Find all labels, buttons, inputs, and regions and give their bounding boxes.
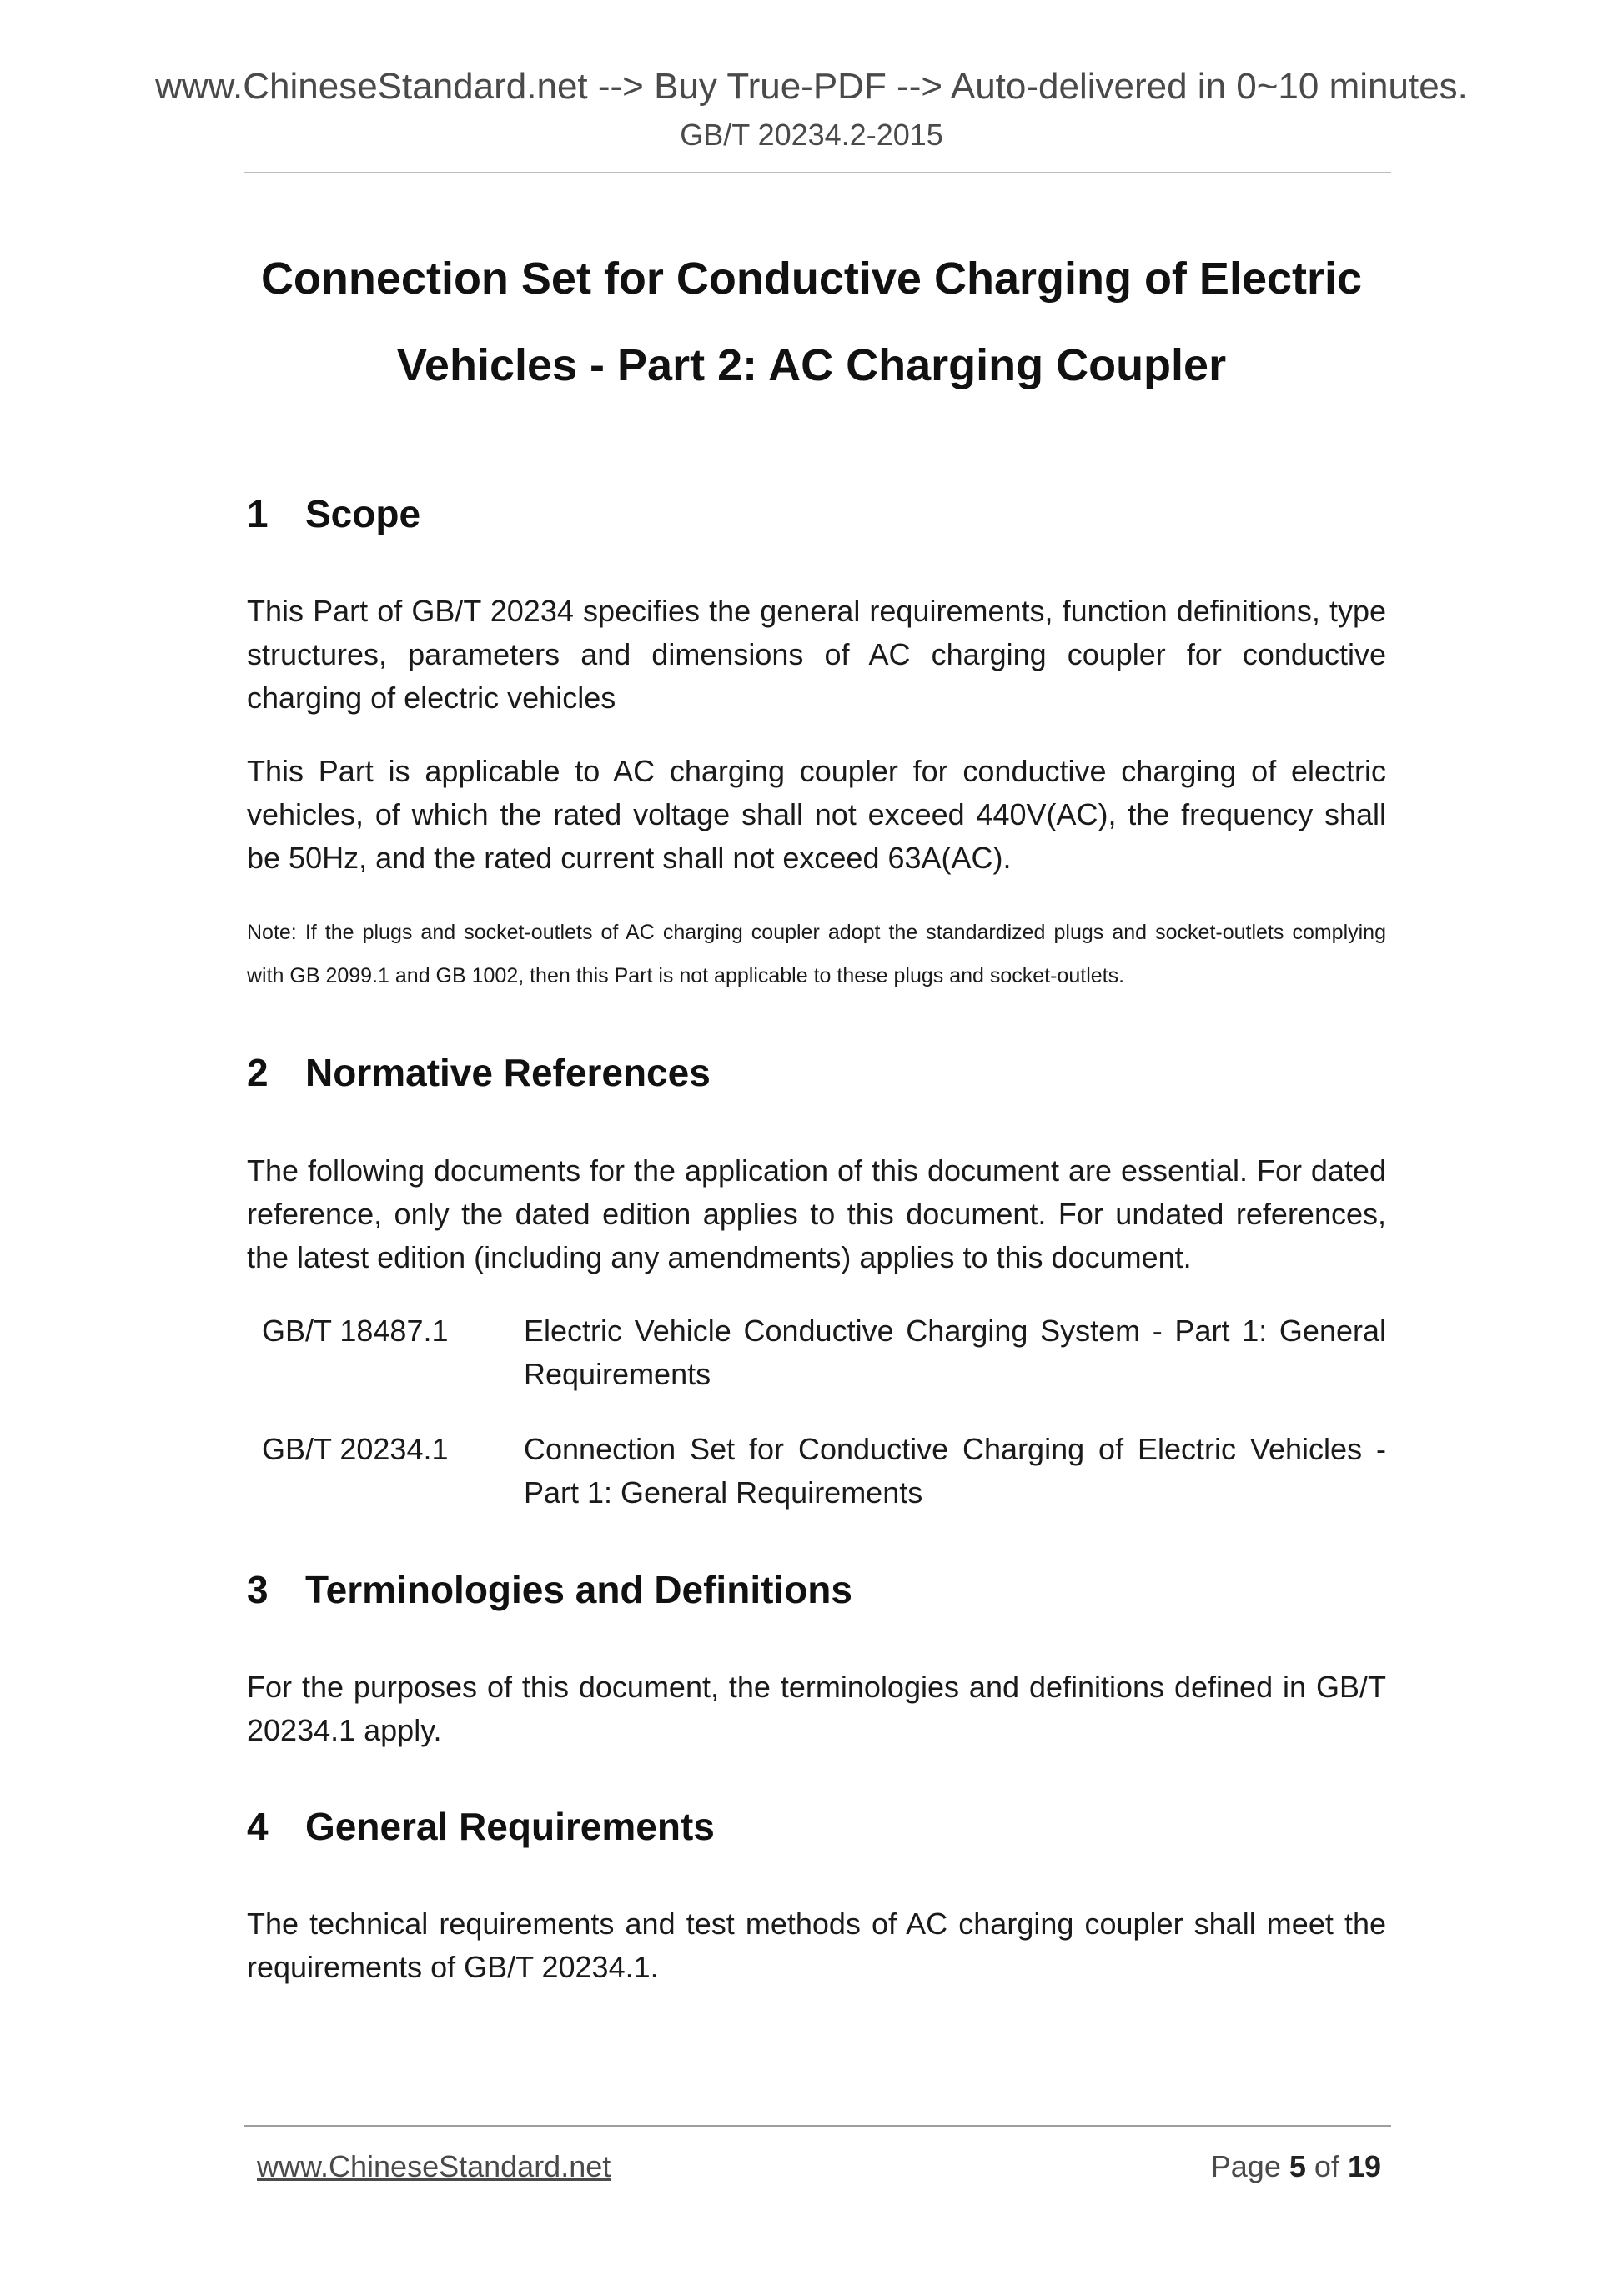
document-title-line-2: Vehicles - Part 2: AC Charging Coupler (396, 340, 1227, 390)
footer-divider (244, 2125, 1391, 2127)
section-heading-terminologies (247, 1566, 852, 1613)
document-title-line-1: Connection Set for Conductive Charging of Electric (260, 254, 1363, 304)
reference-code: GB/T 20234.1 (262, 1432, 449, 1466)
references-intro-paragraph: The following documents for the application of this document are essential. For dated reference, only the dated edition applies to this document. For undated references, the latest edition (including any amendments) applies to this document. (247, 1153, 1386, 1274)
section-title: Terminologies and Definitions (305, 1568, 852, 1611)
reference-code: GB/T 18487.1 (262, 1314, 449, 1348)
page-number (1211, 2147, 1381, 2187)
section-title: Normative References (305, 1051, 711, 1094)
header-divider (244, 172, 1391, 173)
general-requirements-paragraph: The technical requirements and test methods of AC charging coupler shall meet the requirements of GB/T 20234.1. (247, 1907, 1386, 1984)
section-title: General Requirements (305, 1805, 715, 1848)
page-of: of (1314, 2149, 1339, 2183)
scope-paragraph-1: This Part of GB/T 20234 specifies the general requirements, function definitions, type structures, parameters and dimensions of AC charging coupler for conductive charging of electric vehicles (247, 594, 1386, 715)
page-total: 19 (1347, 2149, 1381, 2183)
document-title (0, 235, 1623, 409)
reference-title: Connection Set for Conductive Charging of Electric Vehicles - Part 1: General Requirements (524, 1432, 1386, 1510)
page-prefix: Page (1210, 2149, 1281, 2183)
scope-paragraph-2: This Part is applicable to AC charging coupler for conductive charging of electric vehicles, of which the rated voltage shall not exceed 440V(AC), the frequency shall be 50Hz, and the rated current shall not exceed 63A(AC). (247, 754, 1386, 875)
page-current: 5 (1289, 2149, 1306, 2183)
header-banner: www.ChineseStandard.net --> Buy True-PDF --> Auto-delivered in 0~10 minutes. (155, 66, 1468, 107)
section-number: 2 (247, 1051, 269, 1094)
section-heading-normative-references (247, 1049, 711, 1096)
scope-note: Note: If the plugs and socket-outlets of AC charging coupler adopt the standardized plugs and socket-outlets complying with GB 2099.1 and GB 1002, then this Part is not applicable to these plugs and socket-outlets. (247, 921, 1386, 987)
standard-code: GB/T 20234.2-2015 (680, 118, 943, 152)
section-heading-general-requirements (247, 1803, 715, 1850)
footer-website-link[interactable]: www.ChineseStandard.net (257, 2149, 611, 2183)
section-heading-scope (247, 490, 420, 537)
section-number: 1 (247, 492, 269, 535)
reference-title: Electric Vehicle Conductive Charging System - Part 1: General Requirements (524, 1314, 1386, 1391)
terminologies-paragraph: For the purposes of this document, the terminologies and definitions defined in GB/T 20234.1 apply. (247, 1670, 1386, 1747)
section-number: 4 (247, 1805, 269, 1848)
section-number: 3 (247, 1568, 269, 1611)
section-title: Scope (305, 492, 421, 535)
